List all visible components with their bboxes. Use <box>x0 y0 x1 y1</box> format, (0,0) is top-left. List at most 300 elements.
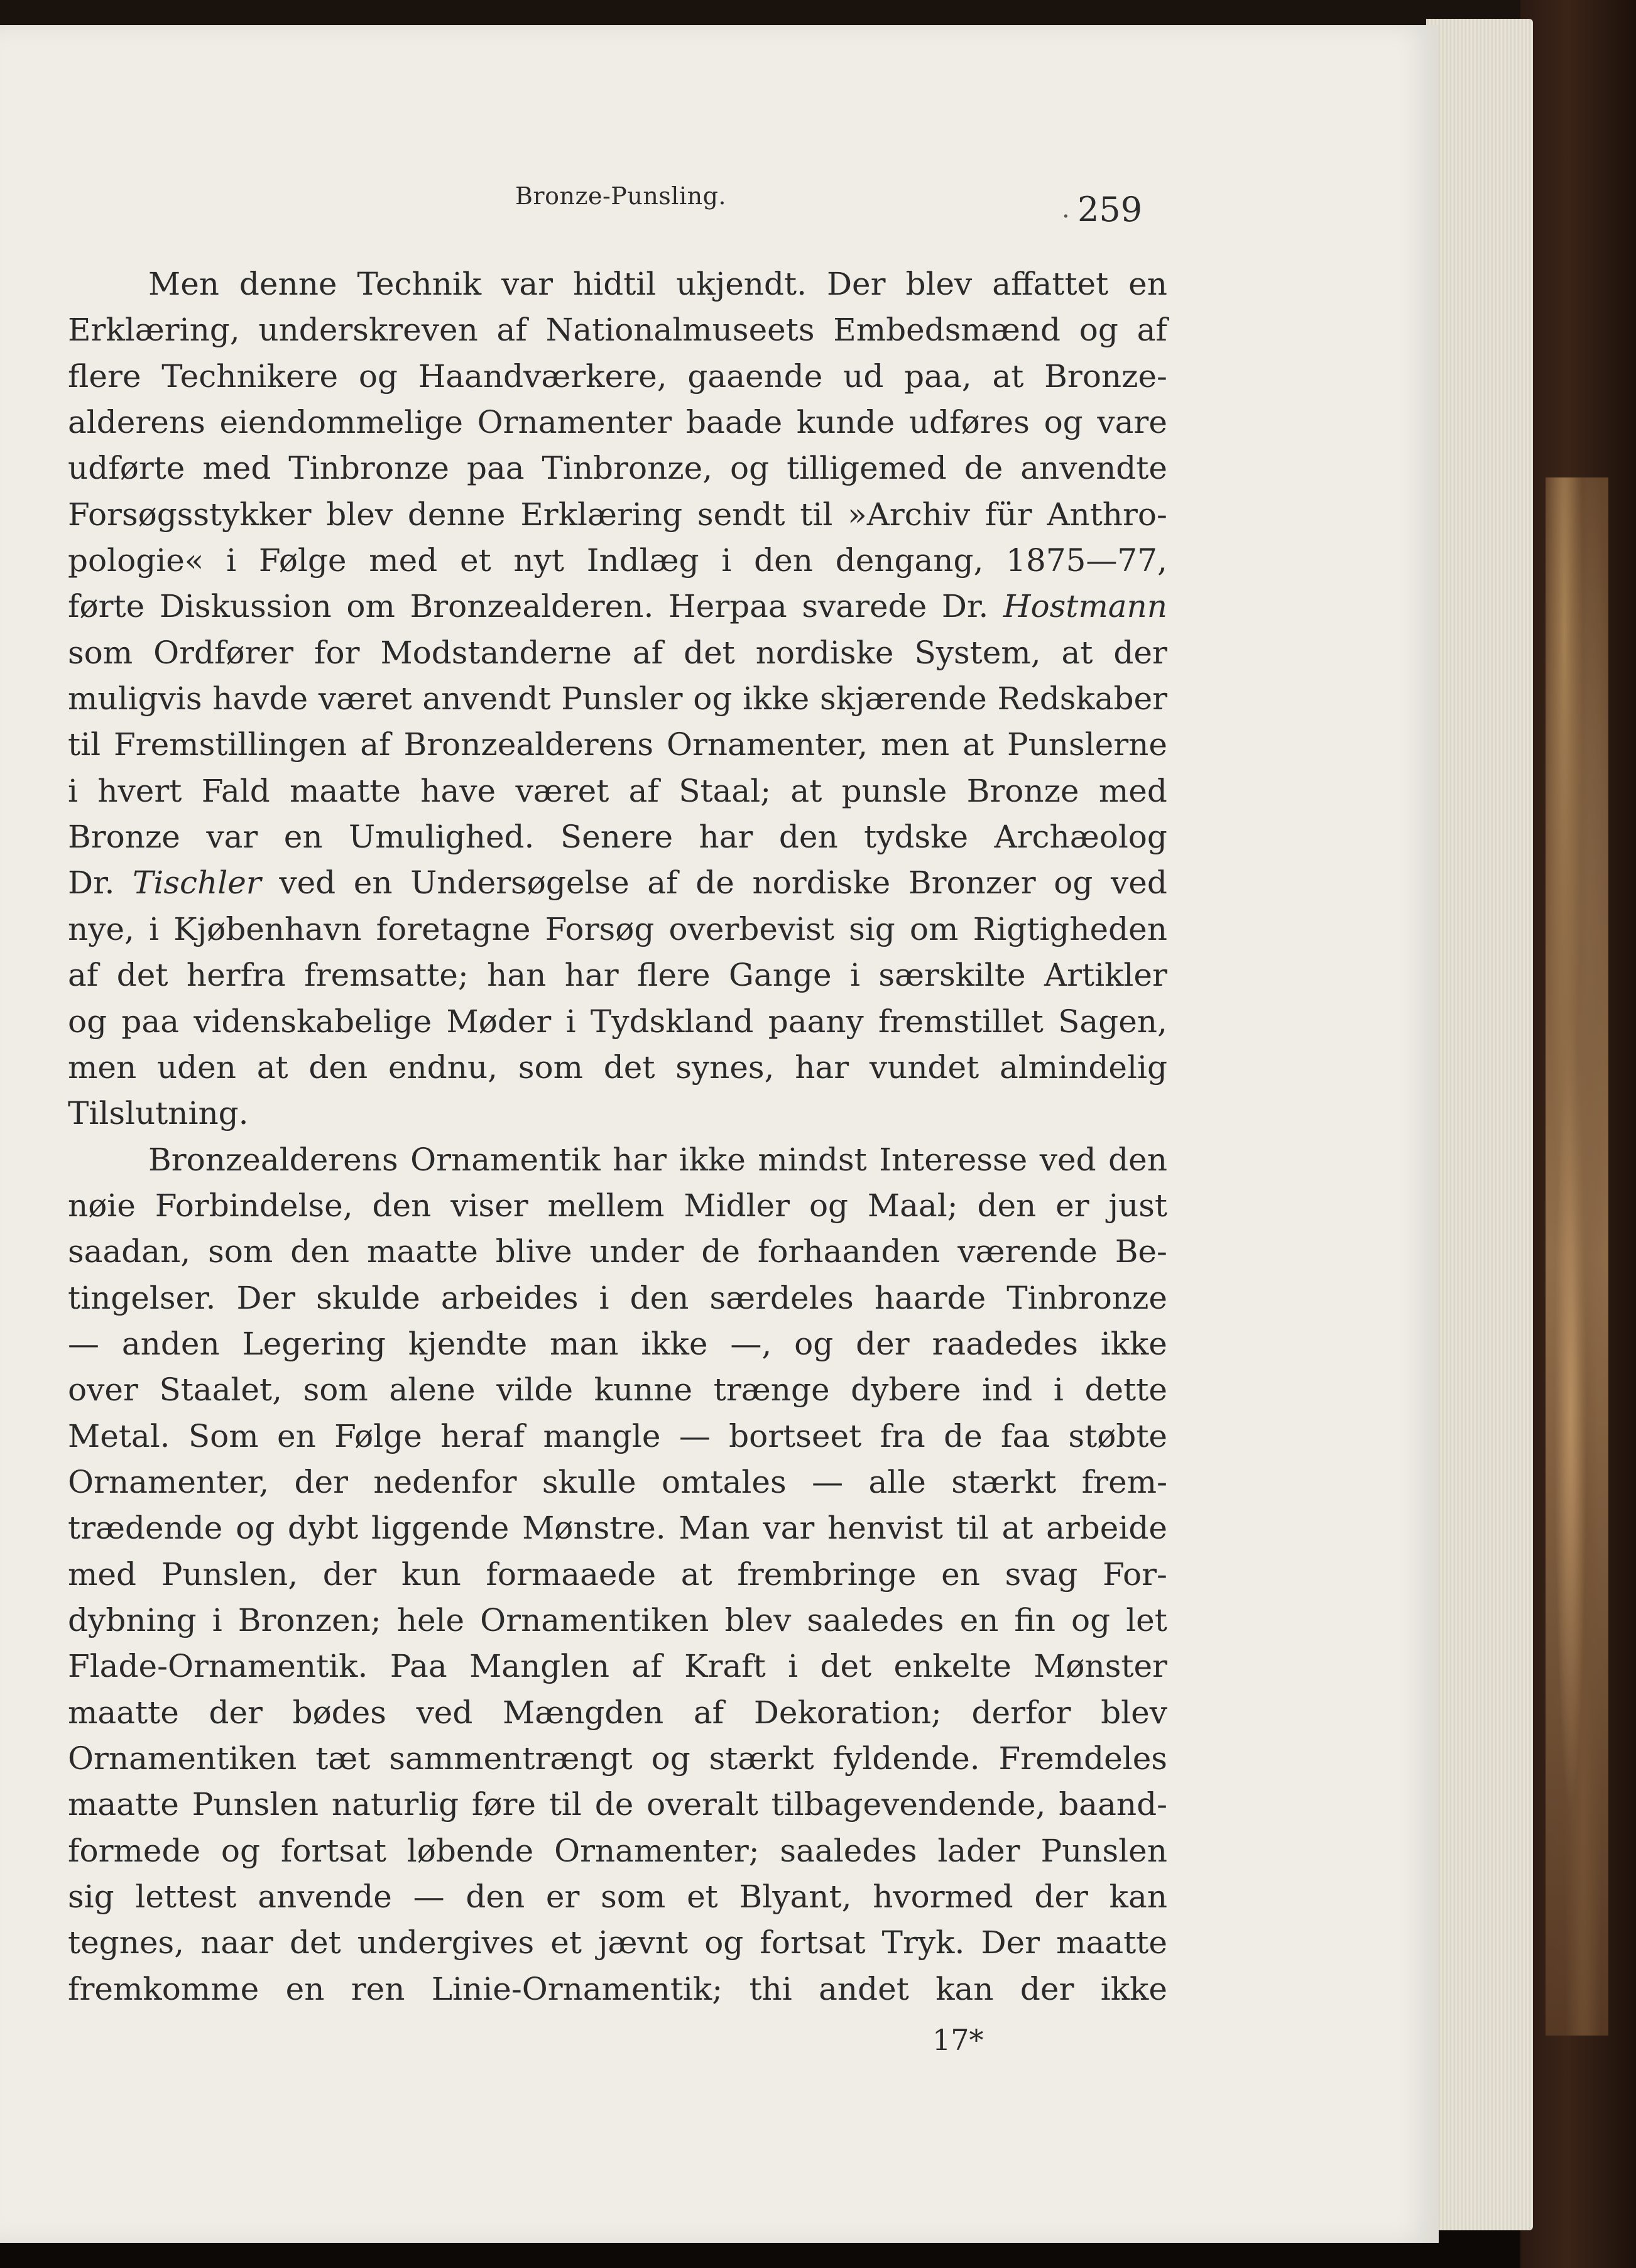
word: Der <box>981 1924 1040 1961</box>
word: den <box>630 1279 689 1316</box>
word: tæt <box>315 1740 371 1777</box>
word: omtales <box>662 1463 787 1500</box>
word: maatte <box>290 772 401 809</box>
word: men <box>68 1049 137 1086</box>
word: skulde <box>316 1279 420 1316</box>
word: ud <box>843 357 884 395</box>
word: Paa <box>390 1648 447 1685</box>
word: Midler <box>684 1187 790 1224</box>
word: Ordfører <box>153 634 294 671</box>
word: flere <box>637 957 711 994</box>
word: og <box>1044 404 1083 441</box>
word: Manglen <box>469 1648 610 1685</box>
text-line <box>68 538 1167 584</box>
word: Der <box>826 266 886 302</box>
word: forhaanden <box>757 1233 941 1270</box>
word: pologie« <box>68 542 204 579</box>
text-line <box>68 1690 1167 1736</box>
word: trædende <box>68 1510 223 1547</box>
text-line <box>68 1644 1167 1689</box>
word: tilbagevendende, <box>771 1786 1046 1823</box>
word: i <box>599 1279 609 1316</box>
word: dybere <box>851 1371 961 1409</box>
word: muligvis <box>68 680 202 717</box>
word: har <box>795 1049 849 1086</box>
word: i <box>849 957 860 994</box>
word: Herpaa <box>668 588 787 625</box>
word: dybning <box>68 1601 197 1638</box>
word: endnu, <box>388 1049 498 1086</box>
word: der <box>1020 1970 1074 2007</box>
word: ikke <box>1100 1325 1167 1362</box>
word: — <box>68 1325 99 1362</box>
word: og <box>730 450 770 487</box>
word: kjendte <box>408 1325 528 1362</box>
word: svag <box>1005 1556 1078 1593</box>
word: affattet <box>992 266 1109 302</box>
word: af <box>647 864 678 902</box>
word: kun <box>401 1556 461 1593</box>
word: Bronzer <box>908 864 1036 902</box>
word: i <box>788 1648 799 1685</box>
word: Punsler <box>561 680 683 717</box>
word: skulle <box>542 1463 636 1500</box>
word: en <box>277 1417 316 1454</box>
word: Be- <box>1115 1233 1167 1270</box>
word: heraf <box>440 1417 525 1454</box>
word: arbeides <box>440 1279 579 1316</box>
text-line <box>68 1229 1167 1275</box>
word: tydske <box>864 819 969 856</box>
word: de <box>594 1786 634 1823</box>
word: dybt <box>287 1510 359 1547</box>
word: hele <box>396 1601 465 1638</box>
word: Punslerne <box>1006 726 1167 763</box>
word: Ornamenter <box>477 404 672 441</box>
word: været <box>515 772 609 809</box>
word: Linie-Ornamentik; <box>431 1970 723 2007</box>
word: —, <box>730 1325 772 1362</box>
word: anvendte <box>1020 450 1167 487</box>
word: de <box>944 1417 983 1454</box>
word: det <box>289 1924 341 1961</box>
word: Ornamenter, <box>68 1463 270 1500</box>
word: Ornamenter, <box>667 726 868 763</box>
word: tingelser. <box>68 1279 216 1316</box>
word: og <box>1079 312 1118 349</box>
word: var <box>501 266 554 302</box>
word: som <box>68 634 133 671</box>
word: paa <box>466 450 525 487</box>
word: der <box>294 1463 348 1500</box>
word: trænge <box>713 1371 830 1409</box>
text-line <box>68 630 1167 676</box>
word: maatte <box>68 1694 179 1731</box>
word: har <box>699 819 753 856</box>
word: Man <box>679 1510 750 1547</box>
word: Erklæring <box>520 496 683 533</box>
word: at <box>256 1049 288 1086</box>
text-line <box>68 445 1167 491</box>
word: alle <box>868 1463 926 1500</box>
word: Technikere <box>161 357 339 395</box>
word: Kraft <box>684 1648 766 1685</box>
word: udføres <box>908 404 1030 441</box>
word: til <box>68 726 101 763</box>
word: underskreven <box>258 312 478 349</box>
word: frembringe <box>737 1556 917 1593</box>
word: Nationalmuseets <box>545 312 815 349</box>
word: Tryk. <box>881 1924 965 1961</box>
word: ren <box>351 1970 405 2007</box>
word: just <box>1108 1187 1167 1224</box>
text-line <box>68 907 1167 952</box>
word: paa, <box>904 357 972 395</box>
word: Flade-Ornamentik. <box>68 1648 368 1685</box>
word: det <box>684 634 735 671</box>
word: lader <box>937 1832 1020 1869</box>
word: af <box>1137 312 1167 349</box>
word: hvormed <box>873 1878 1013 1916</box>
book-page <box>0 25 1439 2243</box>
word: Umulighed. <box>349 819 535 856</box>
word: liggende <box>371 1510 510 1547</box>
word: arbeide <box>1046 1510 1167 1547</box>
text-line <box>68 354 1167 400</box>
word: vilde <box>496 1371 574 1409</box>
word: af <box>632 634 663 671</box>
word: bødes <box>292 1694 386 1731</box>
word: Tinbronze <box>288 450 449 487</box>
word: og <box>1071 1601 1111 1638</box>
word: den <box>1108 1141 1167 1178</box>
word: og <box>358 357 398 395</box>
word: i <box>212 1601 222 1638</box>
word: hidtil <box>573 266 657 302</box>
word: anvende <box>258 1878 392 1916</box>
text-line <box>68 1828 1167 1874</box>
text-line <box>68 676 1167 722</box>
word: videnskabelige <box>194 1003 432 1040</box>
word: at <box>1001 1510 1033 1547</box>
word: Redskaber <box>997 680 1167 717</box>
word: Fremdeles <box>998 1740 1167 1777</box>
word: med <box>1098 772 1167 809</box>
word: raadedes <box>932 1325 1078 1362</box>
text-line <box>68 1552 1167 1598</box>
word: Ornamentiken <box>68 1740 297 1777</box>
word: at <box>963 726 995 763</box>
text-line <box>68 1091 1167 1137</box>
word: Senere <box>560 819 673 856</box>
word: vare <box>1097 404 1167 441</box>
text-line <box>68 1966 1167 2012</box>
word: ukjendt. <box>676 266 807 302</box>
word: Punslen <box>192 1786 319 1823</box>
word: paa <box>121 1003 180 1040</box>
word: og <box>693 680 733 717</box>
word: Interesse <box>879 1141 1028 1178</box>
text-line <box>68 952 1167 998</box>
word: vundet <box>869 1049 979 1086</box>
word: en <box>959 1601 999 1638</box>
word: System, <box>914 634 1041 671</box>
word: Artikler <box>1044 957 1167 994</box>
word: i <box>1053 1371 1064 1409</box>
word: det <box>603 1049 655 1086</box>
word: ved <box>279 864 336 902</box>
text-line <box>68 1598 1167 1644</box>
word: af <box>496 312 527 349</box>
word: Indlæg <box>586 542 699 579</box>
text-line <box>68 307 1167 353</box>
word: blev <box>724 1601 792 1638</box>
word: har <box>564 957 619 994</box>
word: overalt <box>646 1786 758 1823</box>
text-line <box>68 768 1167 814</box>
word: har <box>613 1141 667 1178</box>
word: Fald <box>201 772 270 809</box>
word: at <box>992 357 1024 395</box>
word: til <box>548 1786 582 1823</box>
text-line <box>68 1459 1167 1505</box>
word: over <box>68 1371 138 1409</box>
word: kunne <box>594 1371 693 1409</box>
word: den <box>466 1878 525 1916</box>
word: bortseet <box>729 1417 862 1454</box>
word: Gange <box>728 957 832 994</box>
word: — <box>413 1878 445 1916</box>
word: gaaende <box>687 357 823 395</box>
word: han <box>487 957 547 994</box>
word: Bronze <box>68 819 180 856</box>
word: nordiske <box>752 864 891 902</box>
word: 1875—77, <box>1006 542 1167 579</box>
text-line <box>68 261 1167 307</box>
word: anvendt <box>422 680 551 717</box>
word: lettest <box>135 1878 237 1916</box>
page-number: 259 <box>1077 190 1143 229</box>
word: skjærende <box>820 680 987 717</box>
text-line <box>68 1920 1167 1966</box>
word: uden <box>156 1049 236 1086</box>
word: Bronzealderens <box>148 1141 398 1178</box>
word: Embedsmænd <box>833 312 1061 349</box>
word: et <box>460 542 491 579</box>
text-line <box>68 1505 1167 1551</box>
marbled-edge <box>1546 477 1608 2036</box>
word: Der <box>236 1279 296 1316</box>
word: henvist <box>827 1510 943 1547</box>
word: som <box>601 1878 666 1916</box>
word: denne <box>407 496 506 533</box>
word: mindst <box>758 1141 867 1178</box>
word: ikke <box>1100 1970 1167 2007</box>
word: og <box>221 1832 261 1869</box>
word: den <box>778 819 838 856</box>
word: føre <box>471 1786 537 1823</box>
word: var <box>206 819 258 856</box>
word: det <box>820 1648 872 1685</box>
text-line <box>68 1736 1167 1782</box>
word: Undersøgelse <box>410 864 630 902</box>
word: Archæolog <box>994 819 1167 856</box>
word: Bronze- <box>1044 357 1167 395</box>
text-line <box>68 999 1167 1045</box>
text-line <box>68 492 1167 538</box>
word: Som <box>188 1417 259 1454</box>
word: anden <box>121 1325 220 1362</box>
word: Møder <box>446 1003 552 1040</box>
word: et <box>687 1878 718 1916</box>
word: ikke <box>679 1141 746 1178</box>
word: kan <box>1109 1878 1167 1916</box>
word: som <box>518 1049 583 1086</box>
text-line <box>68 722 1167 768</box>
word: en <box>1128 266 1167 302</box>
word: eiendommelige <box>219 404 463 441</box>
word: med <box>68 1556 137 1593</box>
word: nyt <box>513 542 564 579</box>
word: alderens <box>68 404 205 441</box>
word: Kjøbenhavn <box>173 910 362 947</box>
word: svarede <box>802 588 927 625</box>
word: Metal. <box>68 1417 170 1454</box>
word: det <box>116 957 168 994</box>
word: den <box>308 1049 368 1086</box>
text-line <box>68 400 1167 445</box>
signature-mark: 17* <box>932 2023 984 2057</box>
word: nye, <box>68 910 134 947</box>
word: og <box>1054 864 1093 902</box>
word: man <box>550 1325 619 1362</box>
word: ind <box>982 1371 1033 1409</box>
word: haarde <box>874 1279 986 1316</box>
text-line <box>68 1183 1167 1229</box>
word: fremsatte; <box>304 957 469 994</box>
word: Følge <box>258 542 347 579</box>
word: paany <box>768 1003 864 1040</box>
word: sig <box>68 1878 114 1916</box>
word: denne <box>239 266 337 302</box>
word: nordiske <box>755 634 894 671</box>
word: Anthro- <box>1047 496 1167 533</box>
text-line <box>68 1414 1167 1459</box>
word: Ornamenter; <box>554 1832 760 1869</box>
word: ved <box>416 1694 473 1731</box>
word: — <box>812 1463 844 1500</box>
word: særskilte <box>878 957 1026 994</box>
word: kunde <box>796 404 895 441</box>
word: Erklæring, <box>68 312 240 349</box>
word: Diskussion <box>159 588 332 625</box>
word: af <box>628 772 659 809</box>
page-edges <box>1426 19 1533 2230</box>
word: fyldende. <box>832 1740 980 1777</box>
word: Haandværkere, <box>418 357 667 395</box>
word: fortsat <box>760 1924 866 1961</box>
text-line <box>68 1367 1167 1413</box>
word: kan <box>935 1970 994 2007</box>
word: under <box>589 1233 684 1270</box>
text-line <box>68 1321 1167 1367</box>
word: og <box>794 1325 834 1362</box>
word: til <box>800 496 833 533</box>
word: dette <box>1084 1371 1167 1409</box>
text-line <box>68 1137 1167 1183</box>
word: de <box>701 1233 740 1270</box>
word: alene <box>389 1371 476 1409</box>
word: blive <box>495 1233 572 1270</box>
word: punsle <box>841 772 947 809</box>
word: ikke <box>641 1325 708 1362</box>
word: Tinbronze, <box>542 450 713 487</box>
word: Dekoration; <box>753 1694 942 1731</box>
word: maatte <box>367 1233 478 1270</box>
word: nedenfor <box>373 1463 517 1500</box>
word: sammentrængt <box>389 1740 633 1777</box>
word: dengang, <box>835 542 984 579</box>
word: tilligemed <box>787 450 947 487</box>
word: Følge <box>334 1417 422 1454</box>
word: flere <box>68 357 141 395</box>
word: frem- <box>1081 1463 1167 1500</box>
word: Staal; <box>679 772 772 809</box>
word: Mønstre. <box>522 1510 666 1547</box>
word: Technik <box>357 266 482 302</box>
word: om <box>346 588 395 625</box>
word: let <box>1126 1601 1167 1638</box>
word: der <box>209 1694 263 1731</box>
word: »Archiv <box>848 496 971 533</box>
word: Staalet, <box>159 1371 282 1409</box>
word: og <box>68 1003 107 1040</box>
word: have <box>420 772 496 809</box>
word: blev <box>1101 1694 1167 1731</box>
word: Tilslutning. <box>68 1095 249 1132</box>
word: Tydskland <box>590 1003 754 1040</box>
word: naar <box>200 1924 273 1961</box>
word: et <box>550 1924 582 1961</box>
word: saaledes <box>780 1832 917 1869</box>
word: løbende <box>406 1832 534 1869</box>
word: støbte <box>1068 1417 1167 1454</box>
word: været <box>318 680 412 717</box>
word: synes, <box>675 1049 775 1086</box>
word: i <box>149 910 160 947</box>
word: tegnes, <box>68 1924 185 1961</box>
folio-dot: . <box>1062 195 1070 224</box>
word: Ornamentiken <box>480 1601 709 1638</box>
word: fra <box>880 1417 925 1454</box>
word: Blyant, <box>739 1878 852 1916</box>
word: de <box>964 450 1003 487</box>
text-line <box>68 1874 1167 1920</box>
word: førte <box>68 588 145 625</box>
word: viser <box>450 1187 528 1224</box>
word: havde <box>212 680 308 717</box>
word: für <box>984 496 1032 533</box>
word: saadan, <box>68 1233 191 1270</box>
word: formaaede <box>486 1556 657 1593</box>
word: Tischler <box>133 864 261 902</box>
word: af <box>360 726 391 763</box>
word: Fremstillingen <box>113 726 347 763</box>
word: en <box>941 1556 980 1593</box>
word: den <box>290 1233 350 1270</box>
word: hvert <box>97 772 182 809</box>
word: men <box>881 726 950 763</box>
